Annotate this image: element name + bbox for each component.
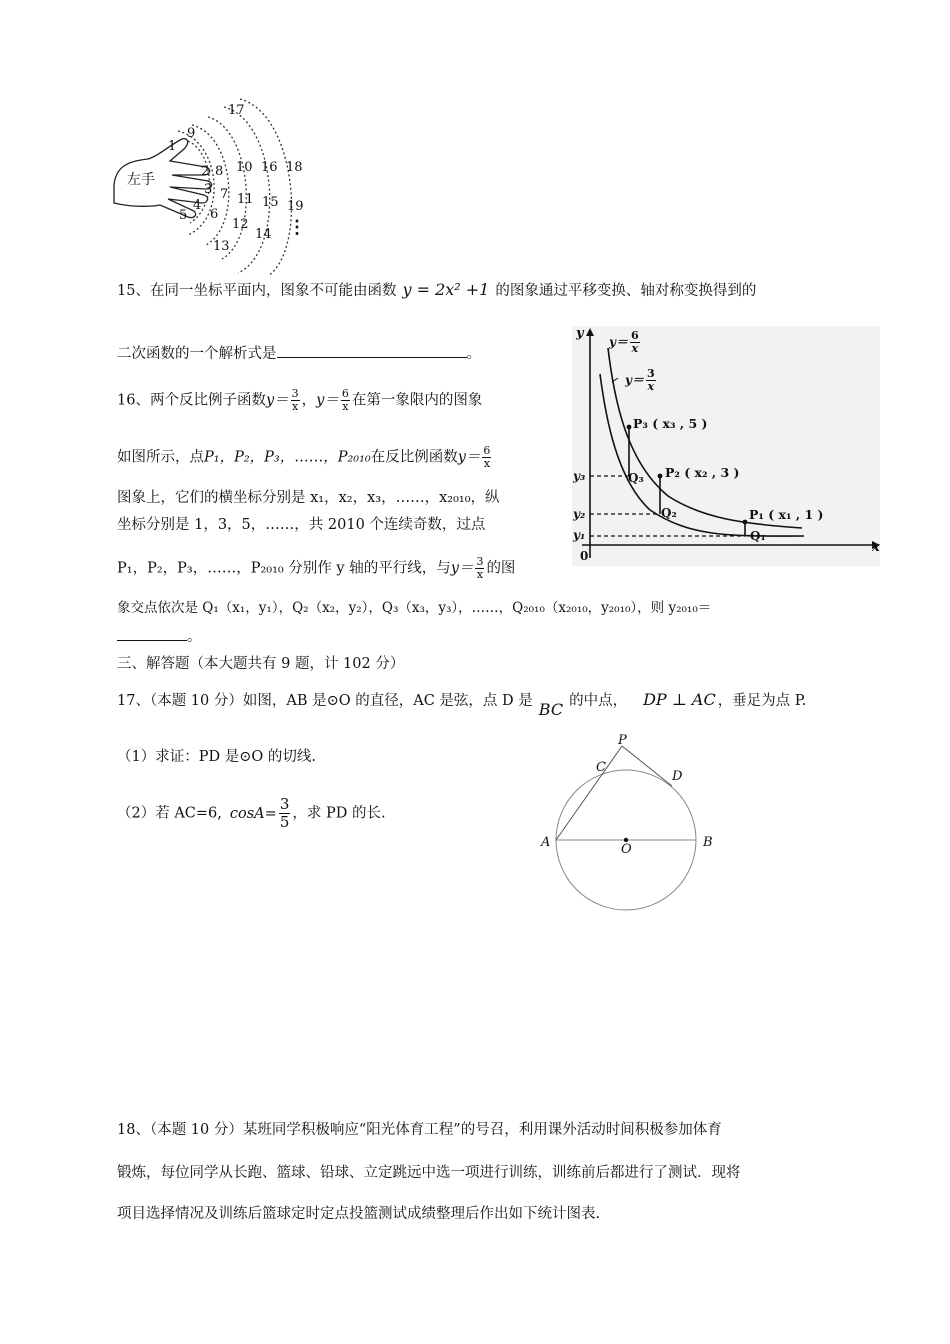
q15-answer-blank[interactable] <box>277 343 467 358</box>
q16-line7: 。 <box>117 626 202 647</box>
q16-line2: 如图所示，点P₁，P₂，P₃，……，P₂₀₁₀在反比例函数y＝ $\frac{6}{x}$ <box>117 444 491 470</box>
label-A: A <box>541 835 551 850</box>
q17-part1: （1）求证：PD 是⊙O 的切线. <box>117 749 316 765</box>
hand-num-18: 18 <box>286 160 303 175</box>
q18-line2: 锻炼，每位同学从长跑、篮球、铅球、立定跳远中选一项进行训练，训练前后都进行了测试．现将 <box>117 1165 741 1181</box>
q15-line2: 二次函数的一个解析式是 。 <box>117 343 481 364</box>
graph-x-axis-label: x <box>872 540 880 555</box>
label-P: P <box>618 733 627 748</box>
curve2-label: y＝ $\frac{3}{x}$ <box>625 367 655 393</box>
hand-num-19: 19 <box>287 199 304 214</box>
label-y3: y₃ <box>573 469 586 483</box>
q15-formula: y = 2x² +1 <box>402 280 490 299</box>
q17-line1: 17、（本题 10 分）如图，AB 是⊙O 的直径，AC 是弦，点 D 是 BC 的中点， DP ⊥ AC ，垂足为点 P. <box>117 690 807 719</box>
hand-num-9: 9 <box>187 126 196 141</box>
section-3-heading: 三、解答题（本大题共有 9 题，计 102 分） <box>117 656 405 672</box>
label-q2: Q₂ <box>661 506 677 520</box>
hand-num-14: 14 <box>255 227 272 242</box>
q16-line6: 象交点依次是 Q₁（x₁，y₁），Q₂（x₂，y₂），Q₃（x₃，y₃），……，Q₂₀₁₀（x₂₀₁₀，y₂₀₁₀），则 y₂₀₁₀＝ <box>117 600 712 616</box>
hand-num-17: 17 <box>228 103 245 118</box>
label-y1: y₁ <box>573 528 586 542</box>
q15-line1: 15、在同一坐标平面内，图象不可能由函数 y = 2x² +1 的图象通过平移变换、轴对称变换得到的 <box>117 280 757 299</box>
hand-num-13: 13 <box>213 239 230 254</box>
q17-condition: DP ⊥ AC <box>643 690 716 709</box>
hand-num-8: 8 <box>215 164 224 179</box>
label-B: B <box>703 835 713 850</box>
q17-arc-bc: BC <box>538 700 564 719</box>
q16-answer-blank[interactable] <box>117 626 187 641</box>
circle-figure <box>530 728 730 918</box>
line-pd <box>622 746 672 786</box>
q16-line5: P₁，P₂，P₃，……，P₂₀₁₀ 分别作 y 轴的平行线，与y＝ $\frac{3}{x}$ 的图 <box>117 555 516 581</box>
label-p3: P₃ ( x₃ , 5 ) <box>633 416 708 431</box>
q18-line1: 18、（本题 10 分）某班同学积极响应“阳光体育工程”的号召，利用课外活动时间积极参加体育 <box>117 1122 722 1138</box>
graph-y-axis-label: y <box>576 326 584 341</box>
hand-num-6: 6 <box>210 207 219 222</box>
label-p1: P₁ ( x₁ , 1 ) <box>749 507 824 522</box>
point-p3 <box>627 425 632 430</box>
hand-num-5: 5 <box>179 208 188 223</box>
hand-num-4: 4 <box>193 198 202 213</box>
point-p1 <box>743 520 748 525</box>
label-C: C <box>596 760 606 775</box>
label-D: D <box>672 769 683 784</box>
q17-part2: （2）若 AC=6, cosA= $\frac{3}{5}$ ，求 PD 的长. <box>117 795 386 831</box>
point-p2 <box>658 474 663 479</box>
q16-line4: 坐标分别是 1，3，5，……，共 2010 个连续奇数，过点 <box>117 517 486 533</box>
graph-origin: 0 <box>580 549 589 563</box>
hand-num-2: 2 <box>201 164 210 179</box>
hand-num-16: 16 <box>261 160 278 175</box>
q16-line3: 图象上，它们的横坐标分别是 x₁，x₂，x₃，……，x₂₀₁₀，纵 <box>117 490 500 506</box>
hand-num-3: 3 <box>204 182 213 197</box>
q16-line1: 16、两个反比例子函数y＝ $\frac{3}{x}$ ，y＝ $\frac{6}{x}$ 在第一象限内的图象 <box>117 387 483 413</box>
hand-num-10: 10 <box>236 160 253 175</box>
label-O: O <box>621 842 632 857</box>
line-ap <box>556 746 622 840</box>
curve1-label: y＝ $\frac{6}{x}$ <box>609 329 639 355</box>
q18-line3: 项目选择情况及训练后篮球定时定点投篮测试成绩整理后作出如下统计图表. <box>117 1206 601 1222</box>
label-q3: Q₃ <box>628 471 644 485</box>
label-q1: Q₁ <box>750 529 766 543</box>
hand-num-7: 7 <box>220 187 229 202</box>
hand-dots: ⋮ <box>288 217 306 238</box>
hand-num-11: 11 <box>237 192 254 207</box>
inverse-function-graph <box>572 326 880 566</box>
hand-label: 左手 <box>127 172 155 188</box>
label-p2: P₂ ( x₂ , 3 ) <box>665 465 740 480</box>
hand-num-15: 15 <box>262 195 279 210</box>
label-y2: y₂ <box>573 507 586 521</box>
hand-num-12: 12 <box>232 217 249 232</box>
hand-num-1: 1 <box>168 139 177 154</box>
